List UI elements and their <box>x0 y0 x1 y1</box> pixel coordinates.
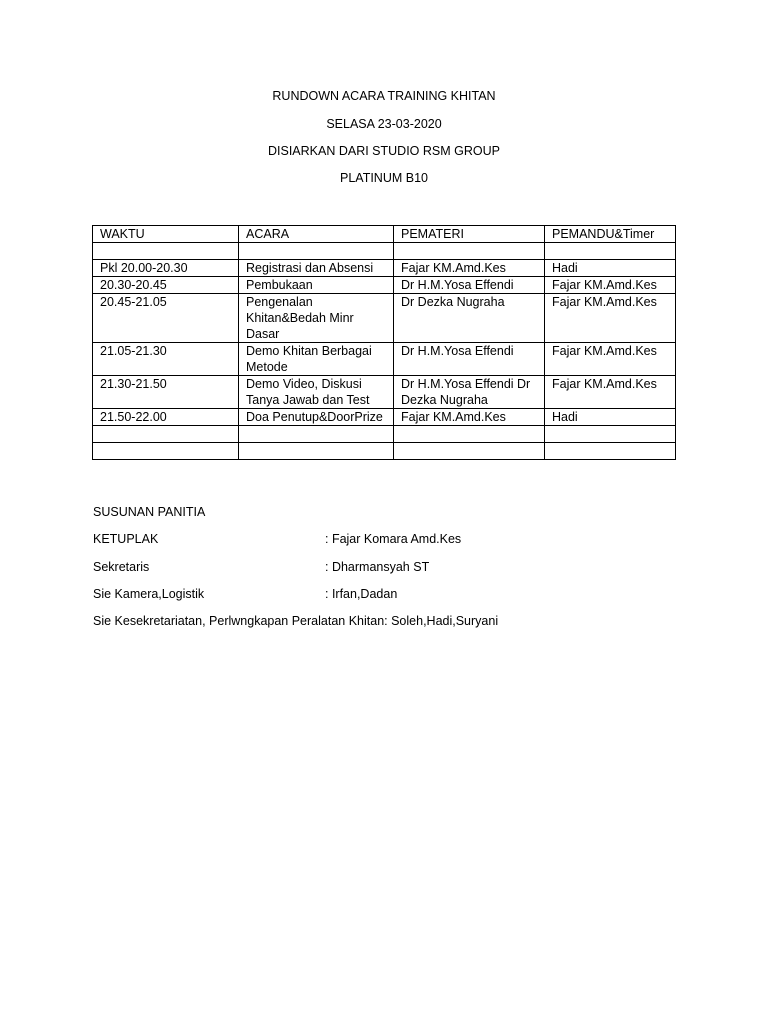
cell-acara: Demo Video, Diskusi Tanya Jawab dan Test <box>239 376 394 409</box>
table-row <box>93 277 676 294</box>
table-row-empty <box>93 443 676 460</box>
cell-waktu: 21.50-22.00 <box>93 409 239 426</box>
table-row <box>93 376 676 409</box>
committee-role-label: KETUPLAK <box>93 532 159 546</box>
table-header-row <box>93 226 676 243</box>
column-header-acara: ACARA <box>239 226 394 243</box>
rundown-table <box>92 225 676 460</box>
cell-pemateri: Dr Dezka Nugraha <box>394 294 545 343</box>
cell-pemandu: Fajar KM.Amd.Kes <box>545 343 676 376</box>
cell-waktu: 20.30-20.45 <box>93 277 239 294</box>
cell-pemandu: Hadi <box>545 260 676 277</box>
cell-acara: Demo Khitan Berbagai Metode <box>239 343 394 376</box>
committee-role-label: Sekretaris <box>93 560 150 574</box>
table-cell <box>545 426 676 443</box>
table-cell <box>394 443 545 460</box>
table-row-empty <box>93 426 676 443</box>
table-row <box>93 343 676 376</box>
table-cell <box>93 426 239 443</box>
cell-acara: Registrasi dan Absensi <box>239 260 394 277</box>
committee-member-name: : Dharmansyah ST <box>325 560 430 574</box>
committee-member-name: : Fajar Komara Amd.Kes <box>325 532 462 546</box>
cell-acara: Pembukaan <box>239 277 394 294</box>
table-row <box>93 409 676 426</box>
cell-pemateri: Dr H.M.Yosa Effendi <box>394 277 545 294</box>
table-row <box>93 294 676 343</box>
committee-member-name: : Irfan,Dadan <box>325 587 398 601</box>
committee-section-title: SUSUNAN PANITIA <box>93 505 206 519</box>
cell-pemateri: Dr H.M.Yosa Effendi <box>394 343 545 376</box>
table-cell <box>394 243 545 260</box>
committee-role-label: Sie Kamera,Logistik <box>93 587 205 601</box>
cell-waktu: 21.30-21.50 <box>93 376 239 409</box>
document-title: RUNDOWN ACARA TRAINING KHITAN <box>272 89 496 103</box>
cell-waktu: Pkl 20.00-20.30 <box>93 260 239 277</box>
cell-pemandu: Fajar KM.Amd.Kes <box>545 294 676 343</box>
document-broadcast-source: DISIARKAN DARI STUDIO RSM GROUP <box>268 144 500 158</box>
committee-row-kesekretariatan: Sie Kesekretariatan, Perlwngkapan Peralatan Khitan: Soleh,Hadi,Suryani <box>93 614 499 628</box>
cell-pemateri: Fajar KM.Amd.Kes <box>394 409 545 426</box>
column-header-pemateri: PEMATERI <box>394 226 545 243</box>
cell-pemandu: Fajar KM.Amd.Kes <box>545 376 676 409</box>
cell-waktu: 21.05-21.30 <box>93 343 239 376</box>
table-cell <box>545 443 676 460</box>
table-cell <box>545 243 676 260</box>
column-header-waktu: WAKTU <box>93 226 239 243</box>
cell-pemandu: Fajar KM.Amd.Kes <box>545 277 676 294</box>
table-cell <box>394 426 545 443</box>
table-row <box>93 260 676 277</box>
table-cell <box>93 443 239 460</box>
cell-pemandu: Hadi <box>545 409 676 426</box>
table-cell <box>239 443 394 460</box>
cell-waktu: 20.45-21.05 <box>93 294 239 343</box>
cell-pemateri: Dr H.M.Yosa Effendi Dr Dezka Nugraha <box>394 376 545 409</box>
cell-acara: Pengenalan Khitan&Bedah Minr Dasar <box>239 294 394 343</box>
column-header-pemandu: PEMANDU&Timer <box>545 226 676 243</box>
document-date: SELASA 23-03-2020 <box>326 117 442 131</box>
table-cell <box>239 426 394 443</box>
table-row-empty <box>93 243 676 260</box>
cell-pemateri: Fajar KM.Amd.Kes <box>394 260 545 277</box>
cell-acara: Doa Penutup&DoorPrize <box>239 409 394 426</box>
table-cell <box>93 243 239 260</box>
table-cell <box>239 243 394 260</box>
document-location: PLATINUM B10 <box>340 171 428 185</box>
